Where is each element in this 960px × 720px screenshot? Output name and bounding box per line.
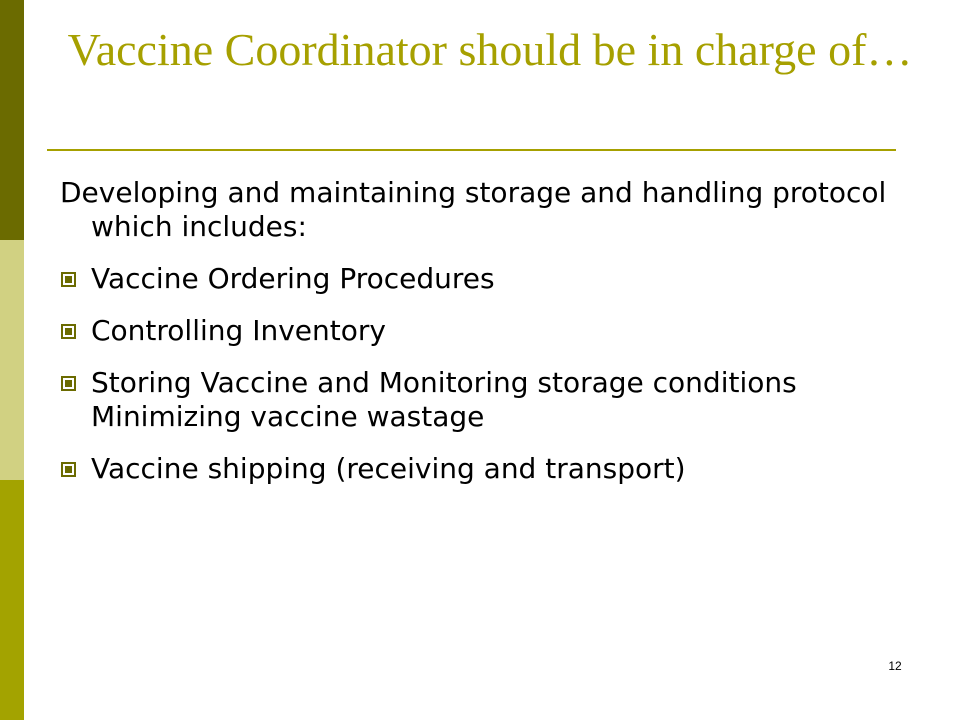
- page-number: 12: [888, 659, 902, 673]
- slide-content: [60, 176, 920, 504]
- bullet-item: [60, 262, 920, 296]
- square-bullet-icon: [61, 324, 76, 339]
- bullet-item: [60, 452, 920, 486]
- sidebar-top-band: [0, 0, 24, 240]
- bullet-text: Vaccine shipping (receiving and transport): [91, 452, 686, 485]
- bullet-item: [60, 366, 920, 434]
- intro-text: Developing and maintaining storage and handling protocol which includes:: [60, 176, 887, 243]
- square-bullet-icon: [61, 376, 76, 391]
- bullet-item: [60, 314, 920, 348]
- slide-title: Vaccine Coordinator should be in charge of…: [67, 24, 913, 75]
- bullet-text: Controlling Inventory: [91, 314, 386, 347]
- title-divider: [47, 149, 896, 151]
- square-bullet-icon: [61, 272, 76, 287]
- sidebar-middle-band: [0, 240, 24, 480]
- square-bullet-icon: [61, 462, 76, 477]
- sidebar-bottom-band: [0, 480, 24, 720]
- bullet-text: Storing Vaccine and Monitoring storage conditions Minimizing vaccine wastage: [91, 366, 797, 433]
- bullet-list: [60, 262, 920, 486]
- bullet-text: Vaccine Ordering Procedures: [91, 262, 495, 295]
